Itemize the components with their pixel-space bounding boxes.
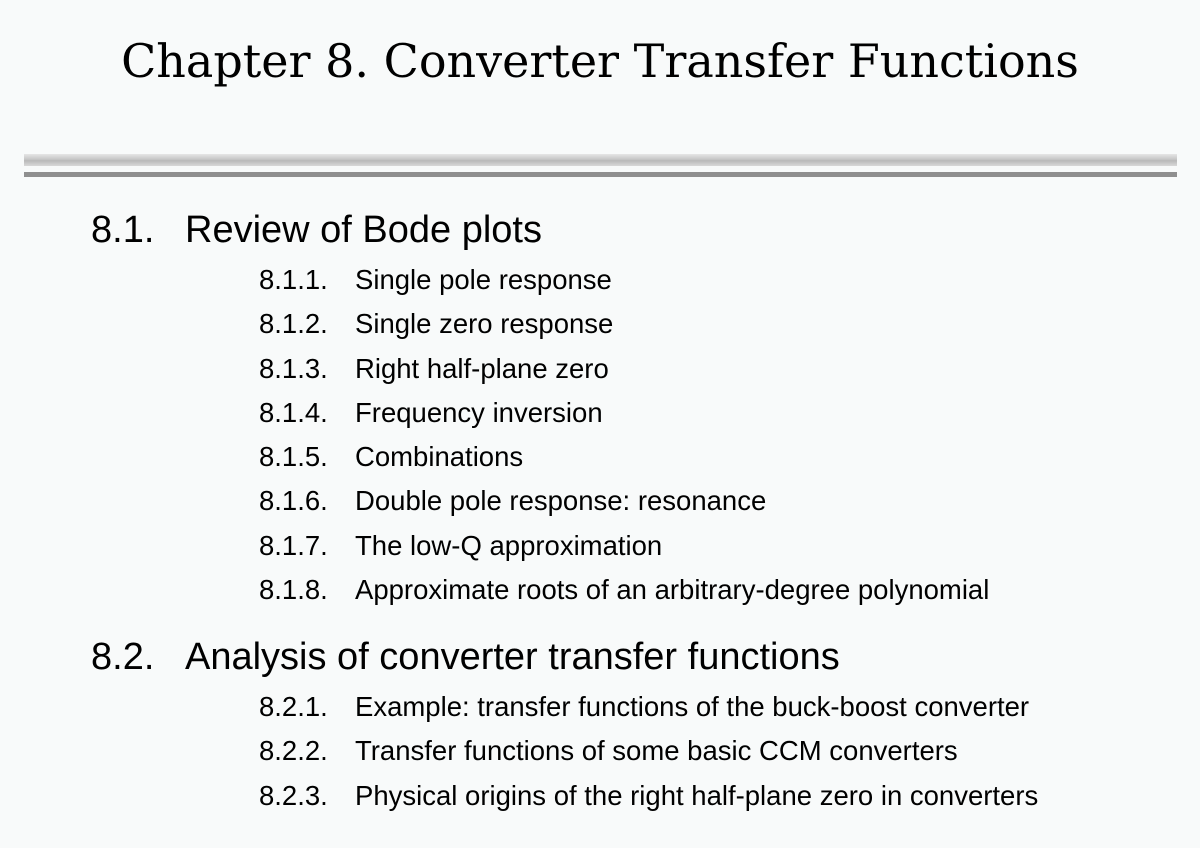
subsection-item (259, 347, 989, 391)
subsection-number: 8.1.7. (259, 529, 328, 561)
subsection-item (259, 435, 989, 479)
subsection-title: Single pole response (355, 264, 612, 295)
chapter-title: Chapter 8. Converter Transfer Functions (121, 34, 1079, 88)
subsection-title: The low-Q approximation (355, 529, 663, 561)
subsection-number: 8.2.1. (259, 691, 328, 722)
title-divider-dark (24, 172, 1177, 177)
section-heading (91, 635, 840, 679)
section-title: Review of Bode plots (185, 209, 542, 251)
subsection-item (259, 524, 989, 568)
subsection-list (259, 685, 1038, 818)
subsection-number: 8.2.2. (259, 735, 328, 767)
subsection-title: Combinations (355, 441, 524, 473)
section-title: Analysis of converter transfer functions (185, 636, 840, 678)
subsection-item (259, 479, 989, 523)
subsection-title: Physical origins of the right half-plane zero in converters (355, 779, 1039, 811)
subsection-title: Single zero response (355, 308, 614, 340)
subsection-item (259, 302, 989, 346)
subsection-number: 8.1.5. (259, 441, 328, 473)
subsection-number: 8.1.1. (259, 264, 328, 295)
section-number: 8.1. (91, 209, 155, 251)
title-divider-light (24, 154, 1177, 166)
subsection-number: 8.1.2. (259, 308, 328, 340)
subsection-item (259, 685, 1038, 729)
subsection-item (259, 729, 1038, 773)
subsection-title: Transfer functions of some basic CCM converters (355, 735, 958, 767)
section-number: 8.2. (91, 636, 155, 678)
subsection-item (259, 391, 989, 435)
subsection-number: 8.1.8. (259, 574, 328, 606)
subsection-item (259, 568, 989, 612)
subsection-title: Right half-plane zero (355, 352, 609, 384)
subsection-number: 8.1.4. (259, 396, 328, 428)
subsection-title: Frequency inversion (355, 396, 603, 428)
subsection-number: 8.2.3. (259, 779, 328, 811)
section-heading (91, 208, 542, 252)
subsection-number: 8.1.3. (259, 352, 328, 384)
subsection-list (259, 258, 989, 612)
subsection-item (259, 258, 989, 302)
subsection-title: Double pole response: resonance (355, 485, 767, 517)
subsection-title: Example: transfer functions of the buck-boost converter (355, 691, 1030, 722)
subsection-number: 8.1.6. (259, 485, 328, 517)
subsection-item (259, 774, 1038, 818)
subsection-title: Approximate roots of an arbitrary-degree polynomial (355, 574, 990, 606)
